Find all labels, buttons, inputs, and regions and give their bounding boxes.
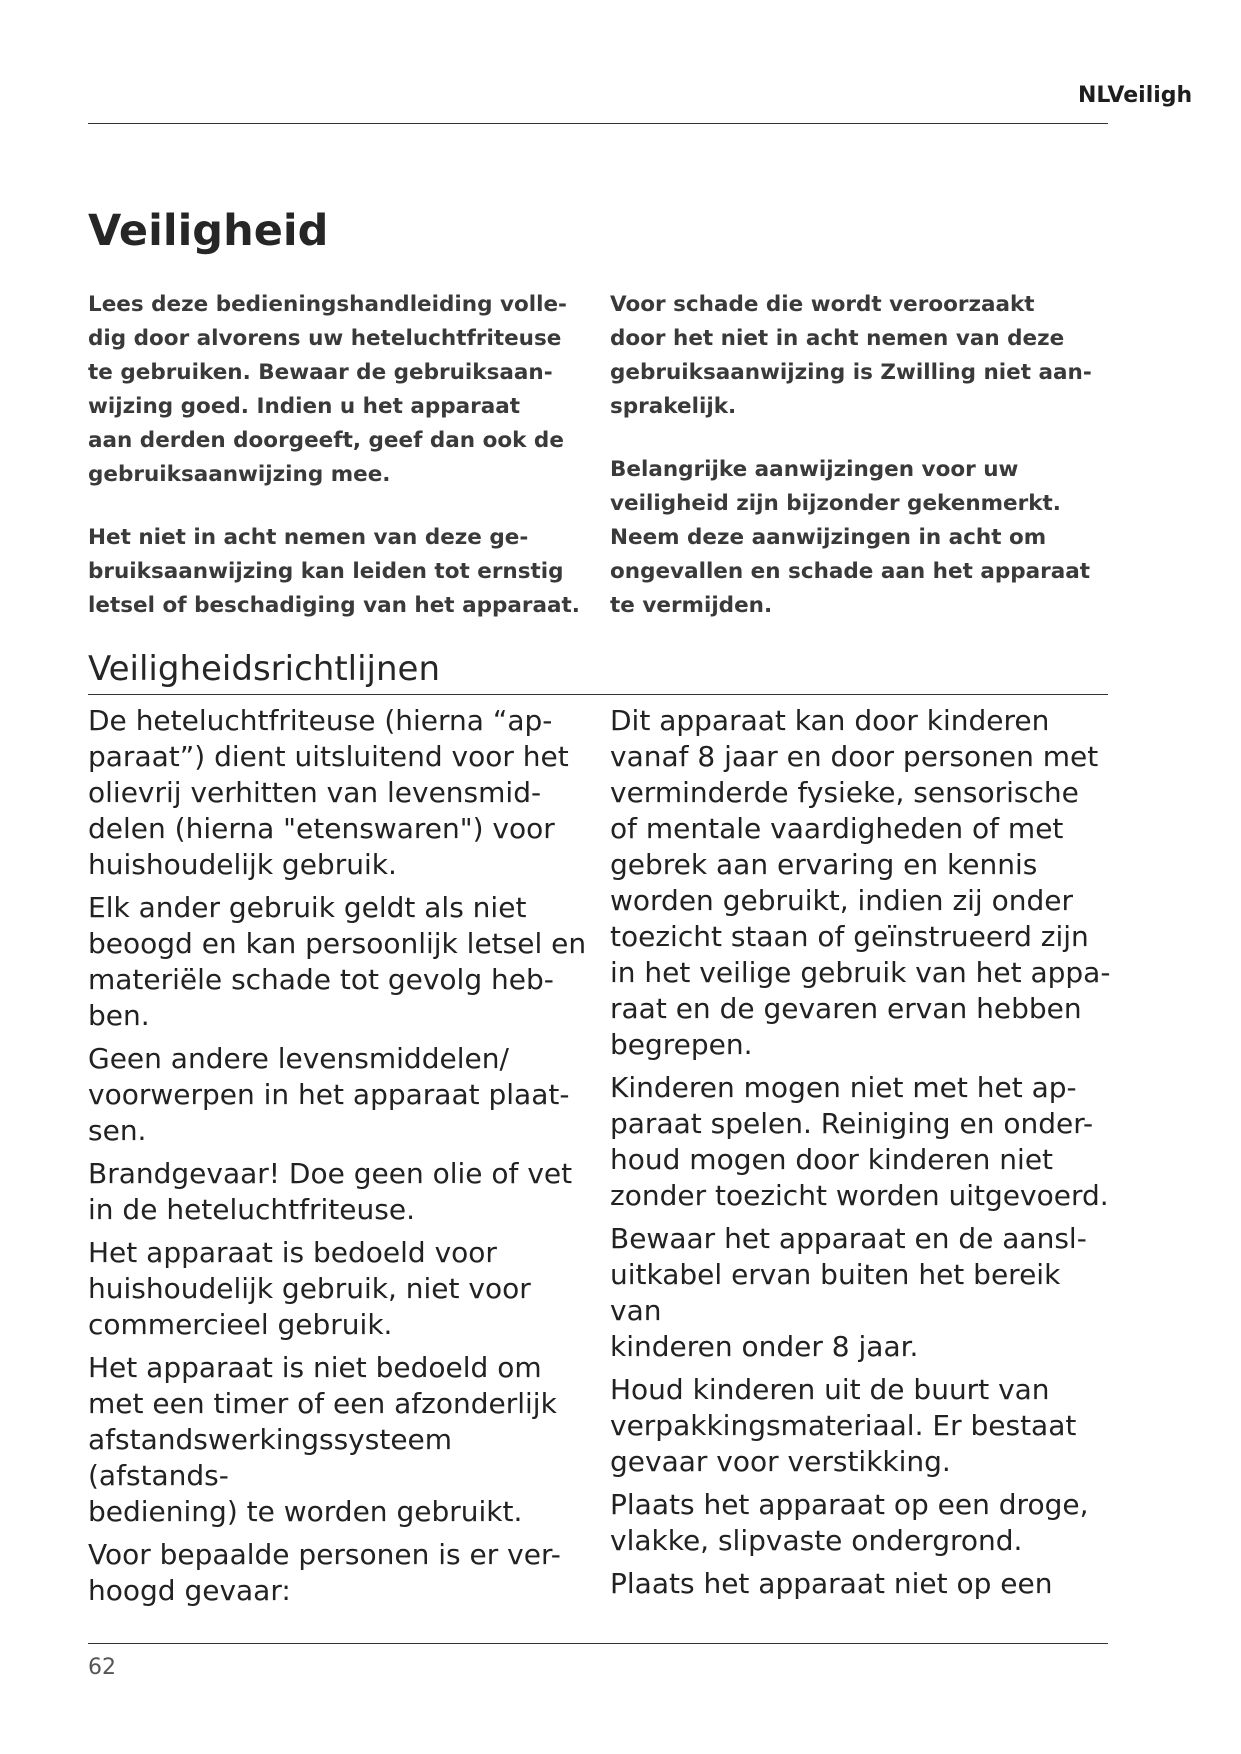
section-title: Veiligheidsrichtlijnen [88,649,441,689]
guideline-paragraph: Voor bepaalde personen is er ver- hoogd gevaar: [88,1538,561,1607]
guideline-paragraph: Brandgevaar! Doe geen olie of vet in de heteluchtfriteuse. [88,1157,573,1226]
intro-paragraph: Lees deze bedieningshandleiding volle- dig door alvorens uw heteluchtfriteuse te gebruiken. Bewaar de gebruiksaan- wijzing goed. Indien u het apparaat aan derden doorgeeft, geef dan ook de gebruiksaanwijzing mee. [88,292,567,487]
guideline-paragraph: Het apparaat is bedoeld voor huishoudelijk gebruik, niet voor commercieel gebruik. [88,1236,531,1341]
running-header-section: Veiligh [1107,83,1193,108]
guideline-paragraph: Bewaar het apparaat en de aansl- uitkabel ervan buiten het bereik van kinderen onder 8 jaar. [610,1222,1087,1363]
intro-column-right [610,288,1110,652]
guideline-paragraph: Houd kinderen uit de buurt van verpakkingsmateriaal. Er bestaat gevaar voor verstikking. [610,1373,1077,1478]
intro-paragraph: Voor schade die wordt veroorzaakt door het niet in acht nemen van deze gebruiksaanwijzing is Zwilling niet aan- sprakelijk. [610,292,1092,419]
guideline-paragraph: Het apparaat is niet bedoeld om met een timer of een afzonderlijk afstandswerkingssysteem (afstands- bediening) te worden gebruikt. [88,1351,557,1528]
guideline-paragraph: Plaats het apparaat niet op een [610,1567,1053,1600]
section-divider [88,694,1108,695]
page-number: 62 [88,1655,116,1680]
guideline-paragraph: Dit apparaat kan door kinderen vanaf 8 jaar en door personen met verminderde fysieke, sensorische of mentale vaardigheden of met gebrek aan ervaring en kennis worden gebruikt, indien zij onder toezicht staan of geïnstrueerd zijn in het veilige gebruik van het appa- raat en de gevaren ervan hebben begrepen. [610,704,1111,1061]
guidelines-column-left [88,703,598,1616]
page-title: Veiligheid [88,206,329,256]
intro-column-left [88,288,588,652]
intro-paragraph: Belangrijke aanwijzingen voor uw veiligheid zijn bijzonder gekenmerkt. Neem deze aanwijzingen in acht om ongevallen en schade aan het apparaat te vermijden. [610,457,1091,618]
guideline-paragraph: De heteluchtfriteuse (hierna “ap- paraat”) dient uitsluitend voor het olievrij verhitten van levensmid- delen (hierna "etenswaren") voor huishoudelijk gebruik. [88,704,569,881]
running-header [1078,83,1241,108]
guideline-paragraph: Kinderen mogen niet met het ap- paraat spelen. Reiniging en onder- houd mogen door kinderen niet zonder toezicht worden uitgevoerd. [610,1071,1109,1212]
intro-paragraph: Het niet in acht nemen van deze ge- bruiksaanwijzing kan leiden tot ernstig letsel of beschadiging van het apparaat. [88,525,580,618]
guideline-paragraph: Geen andere levensmiddelen/ voorwerpen in het apparaat plaat- sen. [88,1042,570,1147]
footer-divider [88,1643,1108,1644]
language-code: NL [1078,83,1108,108]
guidelines-column-right [610,703,1120,1609]
header-divider [88,123,1108,124]
guideline-paragraph: Elk ander gebruik geldt als niet beoogd en kan persoonlijk letsel en materiële schade tot gevolg heb- ben. [88,891,587,1032]
guideline-paragraph: Plaats het apparaat op een droge, vlakke, slipvaste ondergrond. [610,1488,1089,1557]
